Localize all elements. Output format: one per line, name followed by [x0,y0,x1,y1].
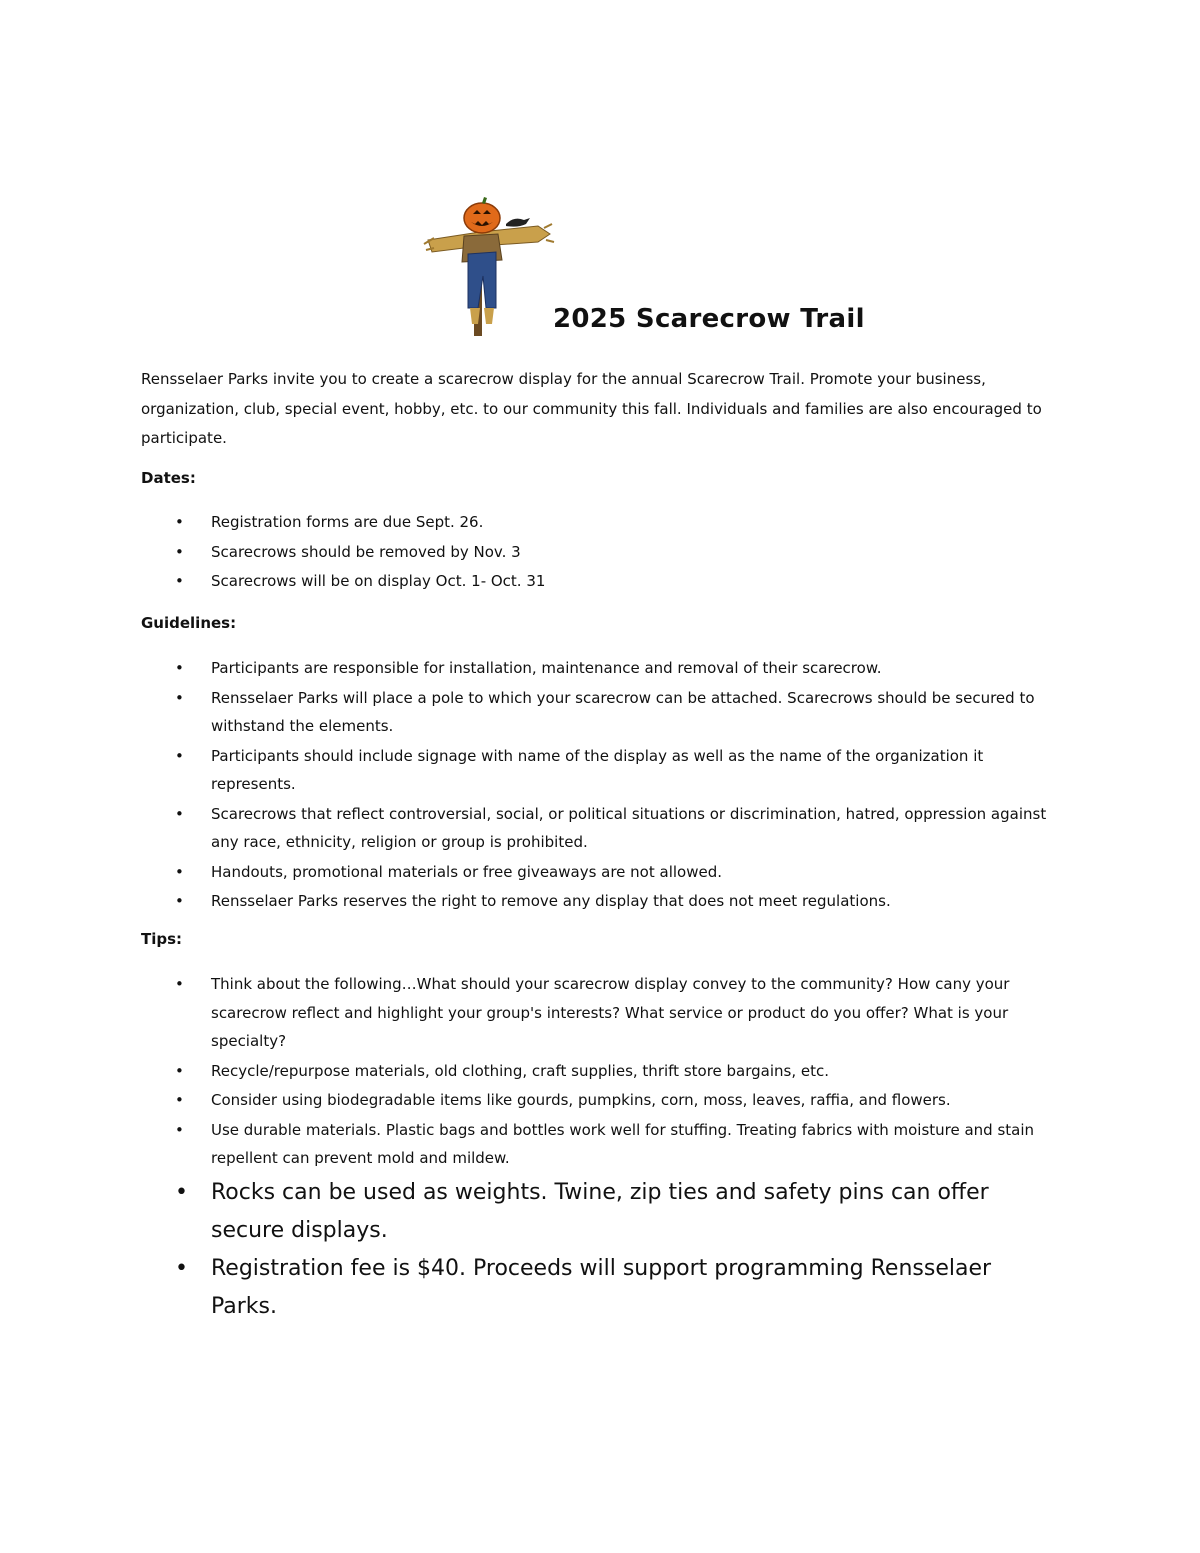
bullet-icon: • [175,892,184,910]
bullet-icon: • [175,746,184,765]
list-item [0,654,1060,683]
list-item [0,538,1060,567]
bullet-icon: • [175,513,184,531]
list-item [0,800,1060,857]
scarecrow-icon [420,196,560,336]
bullet-icon: • [175,542,184,561]
list-item-text: Use durable materials. Plastic bags and bottles work well for stuffing. Treating fabrics with moisture and stain repellent can prevent mold and mildew. [211,1120,1035,1167]
list-item [0,742,1060,799]
list-item-text: Consider using biodegradable items like gourds, pumpkins, corn, moss, leaves, raffia, and flowers. [211,1091,951,1109]
list-item-text: Rensselaer Parks will place a pole to which your scarecrow can be attached. Scarecrows should be secured to withstand the elements. [211,688,1035,735]
bullet-icon: • [175,572,184,590]
bullet-icon: • [175,659,184,677]
list-item [0,970,1060,1056]
list-item [0,1174,1060,1250]
document-title: 2025 Scarecrow Trail [553,304,865,334]
list-item [0,567,1060,596]
bullet-icon: • [175,688,184,707]
list-item [0,1116,1060,1173]
bullet-icon: • [175,862,184,881]
list-item-text: Scarecrows should be removed by Nov. 3 [211,542,521,561]
list-item-text: Registration fee is $40. Proceeds will support programming Rensselaer Parks. [211,1255,992,1319]
list-item-text: Participants are responsible for installation, maintenance and removal of their scarecrow. [211,659,882,677]
list-item-text: Registration forms are due Sept. 26. [211,513,484,531]
tips-heading: Tips: [141,930,183,948]
list-item-text: Scarecrows that reflect controversial, social, or political situations or discrimination, hatred, oppression against any race, ethnicity, religion or group is prohibited. [211,804,1047,851]
list-item-text: Rocks can be used as weights. Twine, zip ties and safety pins can offer secure displays. [211,1179,989,1243]
list-item [0,508,1060,537]
dates-list [0,508,1060,597]
intro-paragraph: Rensselaer Parks invite you to create a scarecrow display for the annual Scarecrow Trail. Promote your business, organization, club, special event, hobby, etc. to our community this fall. Individuals and families are also encouraged to participate. [141,370,1042,447]
bullet-icon: • [175,1091,184,1109]
bullet-icon: • [175,1061,184,1080]
tips-list [0,970,1060,1326]
list-item-text: Participants should include signage with name of the display as well as the name of the organization it represents. [211,746,984,793]
dates-heading: Dates: [141,469,196,487]
list-item [0,1057,1060,1086]
list-item [0,858,1060,887]
list-item-text: Scarecrows will be on display Oct. 1- Oct. 31 [211,572,546,590]
list-item [0,1250,1060,1326]
list-item-text: Handouts, promotional materials or free giveaways are not allowed. [211,862,723,881]
bullet-icon: • [175,975,184,993]
list-item-text: Rensselaer Parks reserves the right to remove any display that does not meet regulations. [211,892,891,910]
guidelines-list [0,654,1060,917]
list-item-text: Think about the following…What should your scarecrow display convey to the community? How cany your scarecrow reflect and highlight your group's interests? What service or product do you offer? What is your specialty? [211,975,1010,1050]
bullet-icon: • [175,804,184,823]
bullet-icon: • [175,1255,188,1281]
bullet-icon: • [175,1179,188,1205]
list-item [0,684,1060,741]
list-item [0,1086,1060,1115]
list-item [0,887,1060,916]
list-item-text: Recycle/repurpose materials, old clothing, craft supplies, thrift store bargains, etc. [211,1061,830,1080]
guidelines-heading: Guidelines: [141,614,237,632]
bullet-icon: • [175,1120,184,1139]
